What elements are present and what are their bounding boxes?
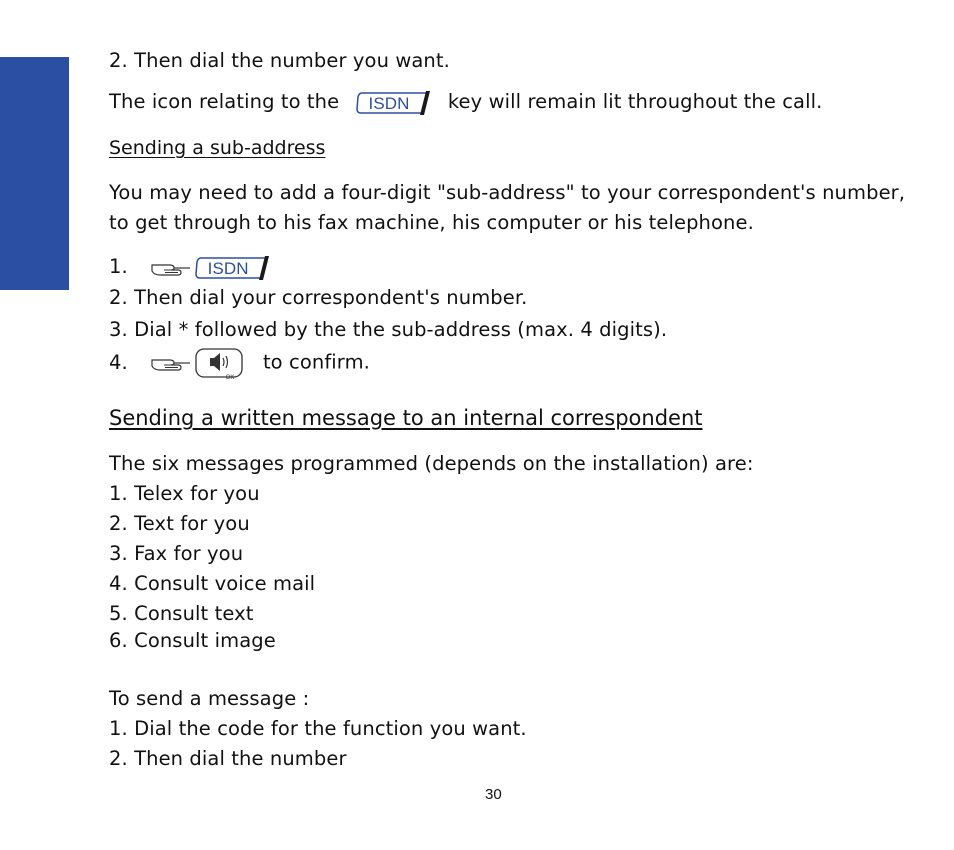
message-item: 4. Consult voice mail bbox=[109, 572, 316, 595]
message-item: 1. Telex for you bbox=[109, 482, 260, 505]
isdn-key-label: ISDN bbox=[368, 94, 410, 113]
isdn-icon-sentence bbox=[109, 89, 822, 116]
send-step: 2. Then dial the number bbox=[109, 747, 347, 770]
step-1-number: 1. bbox=[109, 255, 128, 278]
sub-address-step-3: 3. Dial * followed by the the sub-address (max. 4 digits). bbox=[109, 318, 668, 341]
sub-address-step-4 bbox=[109, 348, 370, 381]
step-4-number: 4. bbox=[109, 350, 128, 374]
message-item: 6. Consult image bbox=[109, 629, 276, 652]
message-item: 5. Consult text bbox=[109, 602, 254, 625]
sub-address-step-2: 2. Then dial your correspondent's number. bbox=[109, 286, 528, 309]
sub-address-paragraph-line-1: You may need to add a four-digit "sub-address" to your correspondent's number, bbox=[109, 181, 906, 204]
step-4-text: to confirm. bbox=[262, 350, 370, 374]
isdn-key-label: ISDN bbox=[207, 259, 249, 278]
send-message-intro: To send a message : bbox=[109, 687, 310, 710]
send-step: 1. Dial the code for the function you want. bbox=[109, 717, 527, 740]
pointing-hand-icon bbox=[150, 352, 194, 374]
written-message-heading: Sending a written message to an internal correspondent bbox=[109, 406, 703, 430]
page-number: 30 bbox=[485, 786, 502, 803]
message-item: 3. Fax for you bbox=[109, 542, 244, 565]
pointing-hand-icon bbox=[150, 257, 194, 279]
isdn-key-icon bbox=[195, 254, 271, 281]
speaker-ok-key-icon bbox=[195, 348, 243, 381]
written-message-intro: The six messages programmed (depends on the installation) are: bbox=[109, 452, 754, 475]
icon-sentence-start: The icon relating to the bbox=[109, 90, 340, 113]
isdn-key-icon bbox=[356, 89, 432, 116]
sub-address-heading: Sending a sub-address bbox=[109, 137, 326, 159]
sub-address-paragraph-line-2: to get through to his fax machine, his computer or his telephone. bbox=[109, 211, 754, 234]
message-item: 2. Text for you bbox=[109, 512, 250, 535]
ok-key-label: OK bbox=[225, 375, 235, 381]
sub-address-step-1 bbox=[109, 254, 271, 281]
intro-step-2: 2. Then dial the number you want. bbox=[109, 49, 450, 72]
icon-sentence-end: key will remain lit throughout the call. bbox=[447, 90, 823, 113]
chapter-side-tab bbox=[0, 57, 69, 290]
